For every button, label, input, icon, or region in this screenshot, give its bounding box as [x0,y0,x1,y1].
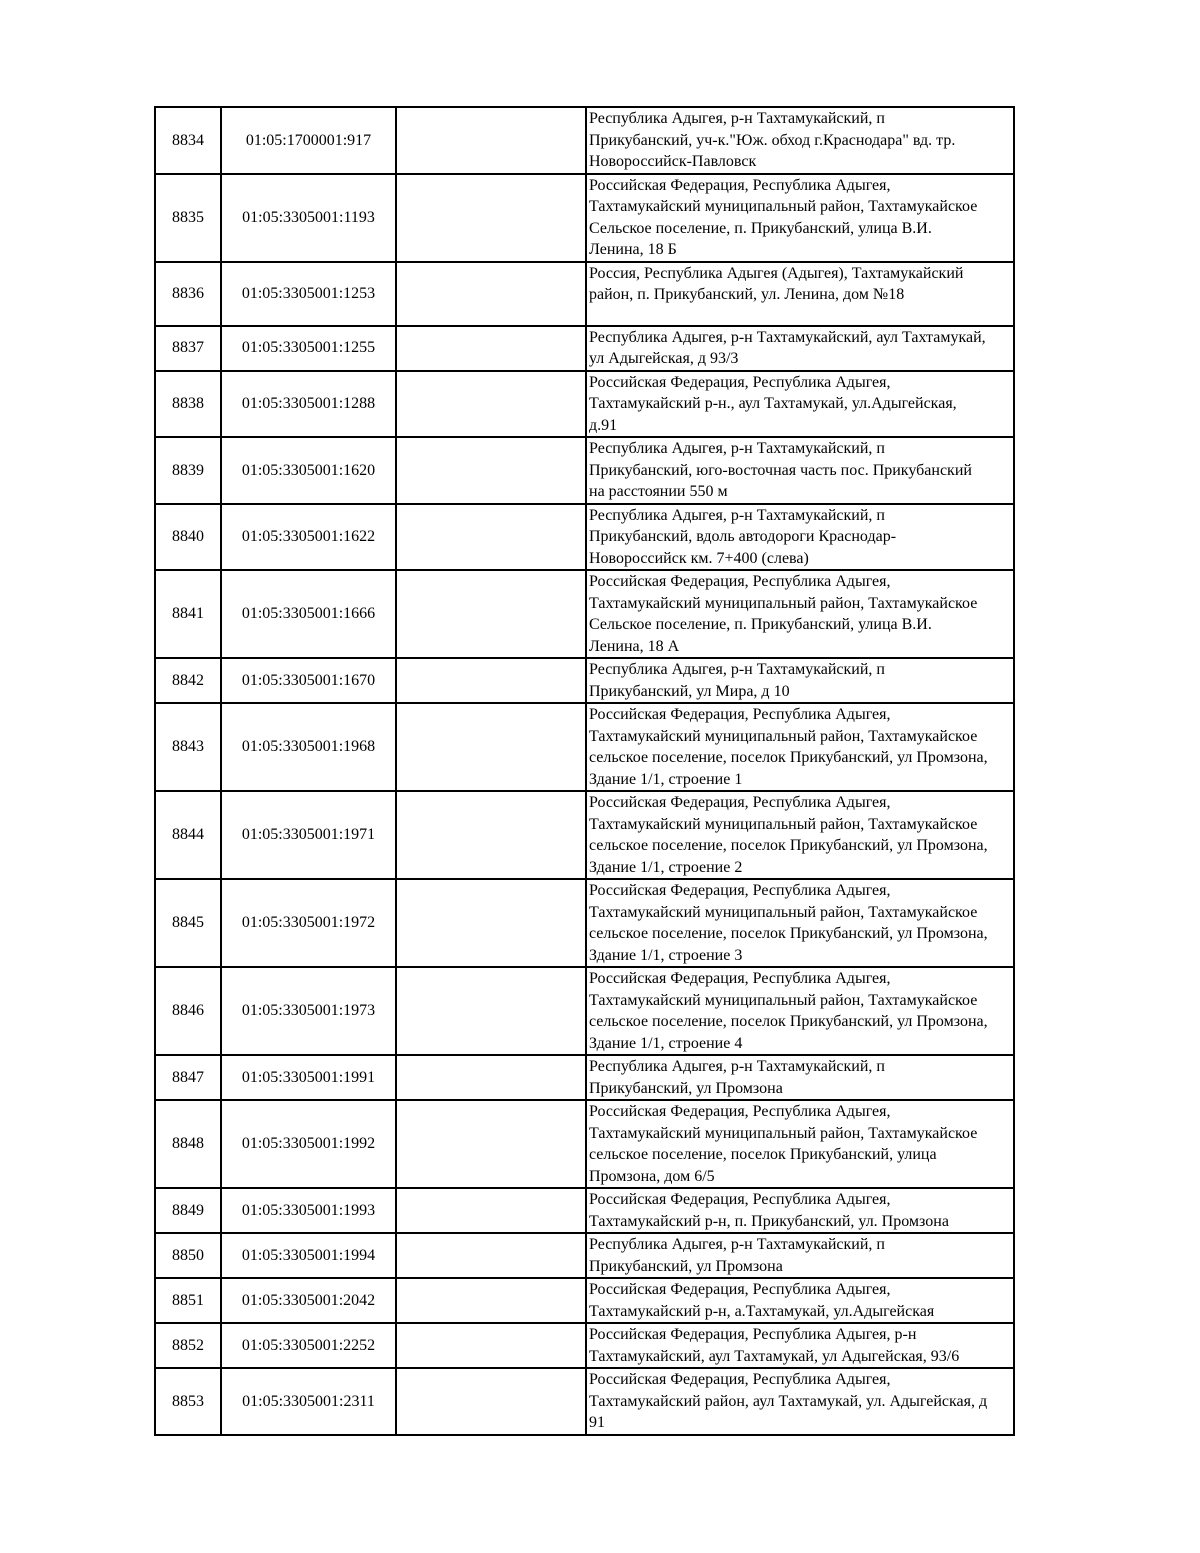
row-number-cell: 8836 [155,262,221,326]
registry-table-body [155,107,1014,1435]
empty-cell [396,791,586,879]
row-number-cell: 8842 [155,658,221,703]
address-cell: Республика Адыгея, р-н Тахтамукайский, п Прикубанский, ул Мира, д 10 [586,658,1014,703]
cadastral-number-cell: 01:05:3305001:1972 [221,879,396,967]
address-cell: Российская Федерация, Республика Адыгея, Тахтамукайский р-н, п. Прикубанский, ул. Промзона [586,1188,1014,1233]
table-row [155,1233,1014,1278]
row-number-cell: 8852 [155,1323,221,1368]
table-row [155,1100,1014,1188]
table-row [155,703,1014,791]
cadastral-number-cell: 01:05:3305001:1971 [221,791,396,879]
cadastral-number-cell: 01:05:3305001:1992 [221,1100,396,1188]
address-cell: Российская Федерация, Республика Адыгея, Тахтамукайский муниципальный район, Тахтамукайское сельское поселение, поселок Прикубанский, ул Промзона, Здание 1/1, строение 1 [586,703,1014,791]
table-row [155,326,1014,371]
address-cell: Российская Федерация, Республика Адыгея, Тахтамукайский муниципальный район, Тахтамукайское Сельское поселение, п. Прикубанский, улица В.И. Ленина, 18 Б [586,174,1014,262]
row-number-cell: 8846 [155,967,221,1055]
cadastral-number-cell: 01:05:3305001:2311 [221,1368,396,1435]
table-row [155,107,1014,174]
address-cell: Российская Федерация, Республика Адыгея, Тахтамукайский муниципальный район, Тахтамукайское сельское поселение, поселок Прикубанский, ул Промзона, Здание 1/1, строение 2 [586,791,1014,879]
empty-cell [396,658,586,703]
cadastral-number-cell: 01:05:3305001:1255 [221,326,396,371]
table-row [155,371,1014,438]
cadastral-number-cell: 01:05:3305001:2042 [221,1278,396,1323]
table-row [155,879,1014,967]
table-row [155,504,1014,571]
cadastral-number-cell: 01:05:3305001:1193 [221,174,396,262]
table-row [155,658,1014,703]
cadastral-number-cell: 01:05:3305001:1622 [221,504,396,571]
row-number-cell: 8851 [155,1278,221,1323]
empty-cell [396,371,586,438]
table-row [155,262,1014,326]
cadastral-number-cell: 01:05:3305001:1973 [221,967,396,1055]
address-cell: Республика Адыгея, р-н Тахтамукайский, п Прикубанский, уч-к."Юж. обход г.Краснодара" вд. тр. Новороссийск-Павловск [586,107,1014,174]
empty-cell [396,504,586,571]
address-cell: Российская Федерация, Республика Адыгея, Тахтамукайский муниципальный район, Тахтамукайское сельское поселение, поселок Прикубанский, улица Промзона, дом 6/5 [586,1100,1014,1188]
address-cell: Российская Федерация, Республика Адыгея, Тахтамукайский район, аул Тахтамукай, ул. Адыгейская, д 91 [586,1368,1014,1435]
empty-cell [396,326,586,371]
row-number-cell: 8850 [155,1233,221,1278]
table-row [155,967,1014,1055]
address-cell: Республика Адыгея, р-н Тахтамукайский, аул Тахтамукай, ул Адыгейская, д 93/3 [586,326,1014,371]
empty-cell [396,107,586,174]
table-row [155,570,1014,658]
cadastral-registry-table [154,106,1015,1436]
row-number-cell: 8839 [155,437,221,504]
table-row [155,1368,1014,1435]
address-cell: Республика Адыгея, р-н Тахтамукайский, п Прикубанский, юго-восточная часть пос. Прикубанский на расстоянии 550 м [586,437,1014,504]
empty-cell [396,1368,586,1435]
row-number-cell: 8848 [155,1100,221,1188]
table-row [155,174,1014,262]
address-cell: Россия, Республика Адыгея (Адыгея), Тахтамукайский район, п. Прикубанский, ул. Ленина, дом №18 [586,262,1014,326]
table-row [155,437,1014,504]
empty-cell [396,1323,586,1368]
empty-cell [396,570,586,658]
empty-cell [396,1233,586,1278]
table-row [155,1278,1014,1323]
empty-cell [396,1278,586,1323]
address-cell: Российская Федерация, Республика Адыгея, Тахтамукайский р-н., аул Тахтамукай, ул.Адыгейская, д.91 [586,371,1014,438]
table-row [155,1188,1014,1233]
empty-cell [396,1055,586,1100]
address-cell: Республика Адыгея, р-н Тахтамукайский, п Прикубанский, ул Промзона [586,1233,1014,1278]
address-cell: Российская Федерация, Республика Адыгея, р-н Тахтамукайский, аул Тахтамукай, ул Адыгейская, 93/6 [586,1323,1014,1368]
cadastral-number-cell: 01:05:3305001:1993 [221,1188,396,1233]
cadastral-number-cell: 01:05:1700001:917 [221,107,396,174]
cadastral-number-cell: 01:05:3305001:1968 [221,703,396,791]
table-row [155,1323,1014,1368]
row-number-cell: 8845 [155,879,221,967]
row-number-cell: 8837 [155,326,221,371]
address-cell: Российская Федерация, Республика Адыгея, Тахтамукайский р-н, а.Тахтамукай, ул.Адыгейская [586,1278,1014,1323]
cadastral-number-cell: 01:05:3305001:1620 [221,437,396,504]
cadastral-number-cell: 01:05:3305001:1670 [221,658,396,703]
cadastral-number-cell: 01:05:3305001:1666 [221,570,396,658]
cadastral-number-cell: 01:05:3305001:2252 [221,1323,396,1368]
cadastral-number-cell: 01:05:3305001:1253 [221,262,396,326]
empty-cell [396,174,586,262]
address-cell: Российская Федерация, Республика Адыгея, Тахтамукайский муниципальный район, Тахтамукайское сельское поселение, поселок Прикубанский, ул Промзона, Здание 1/1, строение 3 [586,879,1014,967]
row-number-cell: 8847 [155,1055,221,1100]
row-number-cell: 8834 [155,107,221,174]
cadastral-number-cell: 01:05:3305001:1994 [221,1233,396,1278]
empty-cell [396,1188,586,1233]
row-number-cell: 8853 [155,1368,221,1435]
address-cell: Республика Адыгея, р-н Тахтамукайский, п Прикубанский, ул Промзона [586,1055,1014,1100]
row-number-cell: 8835 [155,174,221,262]
row-number-cell: 8841 [155,570,221,658]
row-number-cell: 8844 [155,791,221,879]
table-row [155,1055,1014,1100]
cadastral-number-cell: 01:05:3305001:1288 [221,371,396,438]
row-number-cell: 8849 [155,1188,221,1233]
cadastral-number-cell: 01:05:3305001:1991 [221,1055,396,1100]
empty-cell [396,262,586,326]
address-cell: Республика Адыгея, р-н Тахтамукайский, п Прикубанский, вдоль автодороги Краснодар- Новороссийск км. 7+400 (слева) [586,504,1014,571]
empty-cell [396,437,586,504]
row-number-cell: 8838 [155,371,221,438]
table-row [155,791,1014,879]
row-number-cell: 8843 [155,703,221,791]
address-cell: Российская Федерация, Республика Адыгея, Тахтамукайский муниципальный район, Тахтамукайское сельское поселение, поселок Прикубанский, ул Промзона, Здание 1/1, строение 4 [586,967,1014,1055]
empty-cell [396,1100,586,1188]
row-number-cell: 8840 [155,504,221,571]
empty-cell [396,967,586,1055]
address-cell: Российская Федерация, Республика Адыгея, Тахтамукайский муниципальный район, Тахтамукайское Сельское поселение, п. Прикубанский, улица В.И. Ленина, 18 А [586,570,1014,658]
empty-cell [396,879,586,967]
empty-cell [396,703,586,791]
